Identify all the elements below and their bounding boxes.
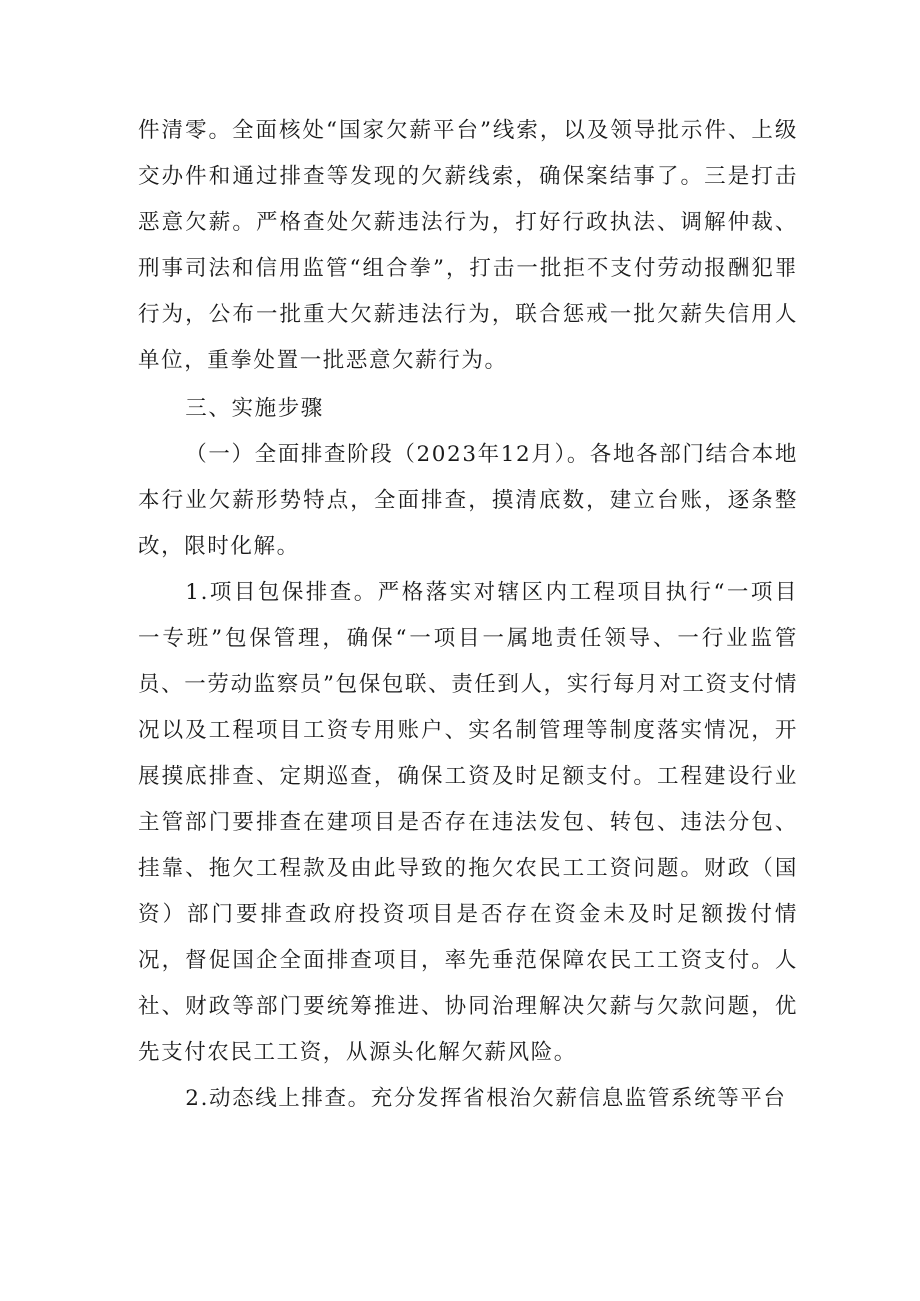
document-body [138,108,798,1122]
section-heading-implementation-steps: 三、实施步骤 [185,396,324,421]
paragraph-investigation-stage: （一）全面排查阶段（2023年12月）。各地各部门结合本地本行业欠薪形势特点，全面排查，摸清底数，建立台账，逐条整改，限时化解。 [138,442,798,559]
paragraph-wage-clearance: 件清零。全面核处“国家欠薪平台”线索，以及领导批示件、上级交办件和通过排查等发现的欠薪线索，确保案结事了。三是打击恶意欠薪。严格查处欠薪违法行为，打好行政执法、调解仲裁、刑事司法和信用监管“组合拳”，打击一批拒不支付劳动报酬犯罪行为，公布一批重大欠薪违法行为，联合惩戒一批欠薪失信用人单位，重拳处置一批恶意欠薪行为。 [138,118,798,373]
paragraph-online-inspection: 2.动态线上排查。充分发挥省根治欠薪信息监管系统等平台 [185,1086,787,1111]
paragraph-project-guarantee-inspection: 1.项目包保排查。严格落实对辖区内工程项目执行“一项目一专班”包保管理，确保“一项目一属地责任领导、一行业监管员、一劳动监察员”包保包联、责任到人，实行每月对工资支付情况以及工程项目工资专用账户、实名制管理等制度落实情况，开展摸底排查、定期巡查，确保工资及时足额支付。工程建设行业主管部门要排查在建项目是否存在违法发包、转包、违法分包、挂靠、拖欠工程款及由此导致的拖欠农民工工资问题。财政（国资）部门要排查政府投资项目是否存在资金未及时足额拨付情况，督促国企全面排查项目，率先垂范保障农民工工资支付。人社、财政等部门要统筹推进、协同治理解决欠薪与欠款问题，优先支付农民工工资，从源头化解欠薪风险。 [138,580,798,1065]
